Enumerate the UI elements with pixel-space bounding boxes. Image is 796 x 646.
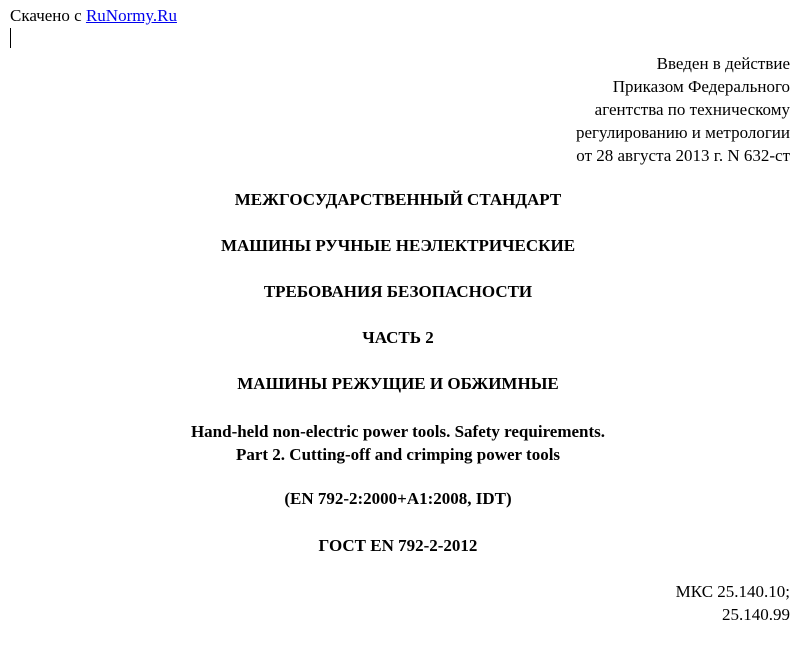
enactment-line: регулированию и метрологии [575,123,790,142]
runormy-link[interactable]: RuNormy.Ru [85,6,177,25]
enactment-line: от 28 августа 2013 г. N 632-ст [576,146,790,165]
en-reference: (EN 792-2:2000+A1:2008, IDT) [284,489,512,508]
part-title: МАШИНЫ РЕЖУЩИЕ И ОБЖИМНЫЕ [237,374,559,393]
part-number: ЧАСТЬ 2 [362,328,434,347]
mks-codes [676,580,790,626]
mks-line-2: 25.140.99 [722,605,790,624]
mks-line-1: МКС 25.140.10; [675,582,790,601]
english-title-line-1: Hand-held non-electric power tools. Safety requirements. [190,422,606,441]
gost-number: ГОСТ EN 792-2-2012 [318,536,478,555]
enactment-line: агентства по техническому [594,100,790,119]
source-prefix: Скачено с [10,6,82,25]
standard-type-heading: МЕЖГОСУДАРСТВЕННЫЙ СТАНДАРТ [234,190,562,209]
source-line [10,6,177,26]
enactment-line: Приказом Федерального [612,77,790,96]
enactment-block [576,52,790,167]
english-title-line-2: Part 2. Cutting-off and crimping power tools [235,445,561,464]
subtitle: ТРЕБОВАНИЯ БЕЗОПАСНОСТИ [263,282,533,301]
main-title: МАШИНЫ РУЧНЫЕ НЕЭЛЕКТРИЧЕСКИЕ [220,236,576,255]
text-cursor [10,28,11,48]
enactment-line: Введен в действие [656,54,790,73]
english-title [0,420,796,466]
